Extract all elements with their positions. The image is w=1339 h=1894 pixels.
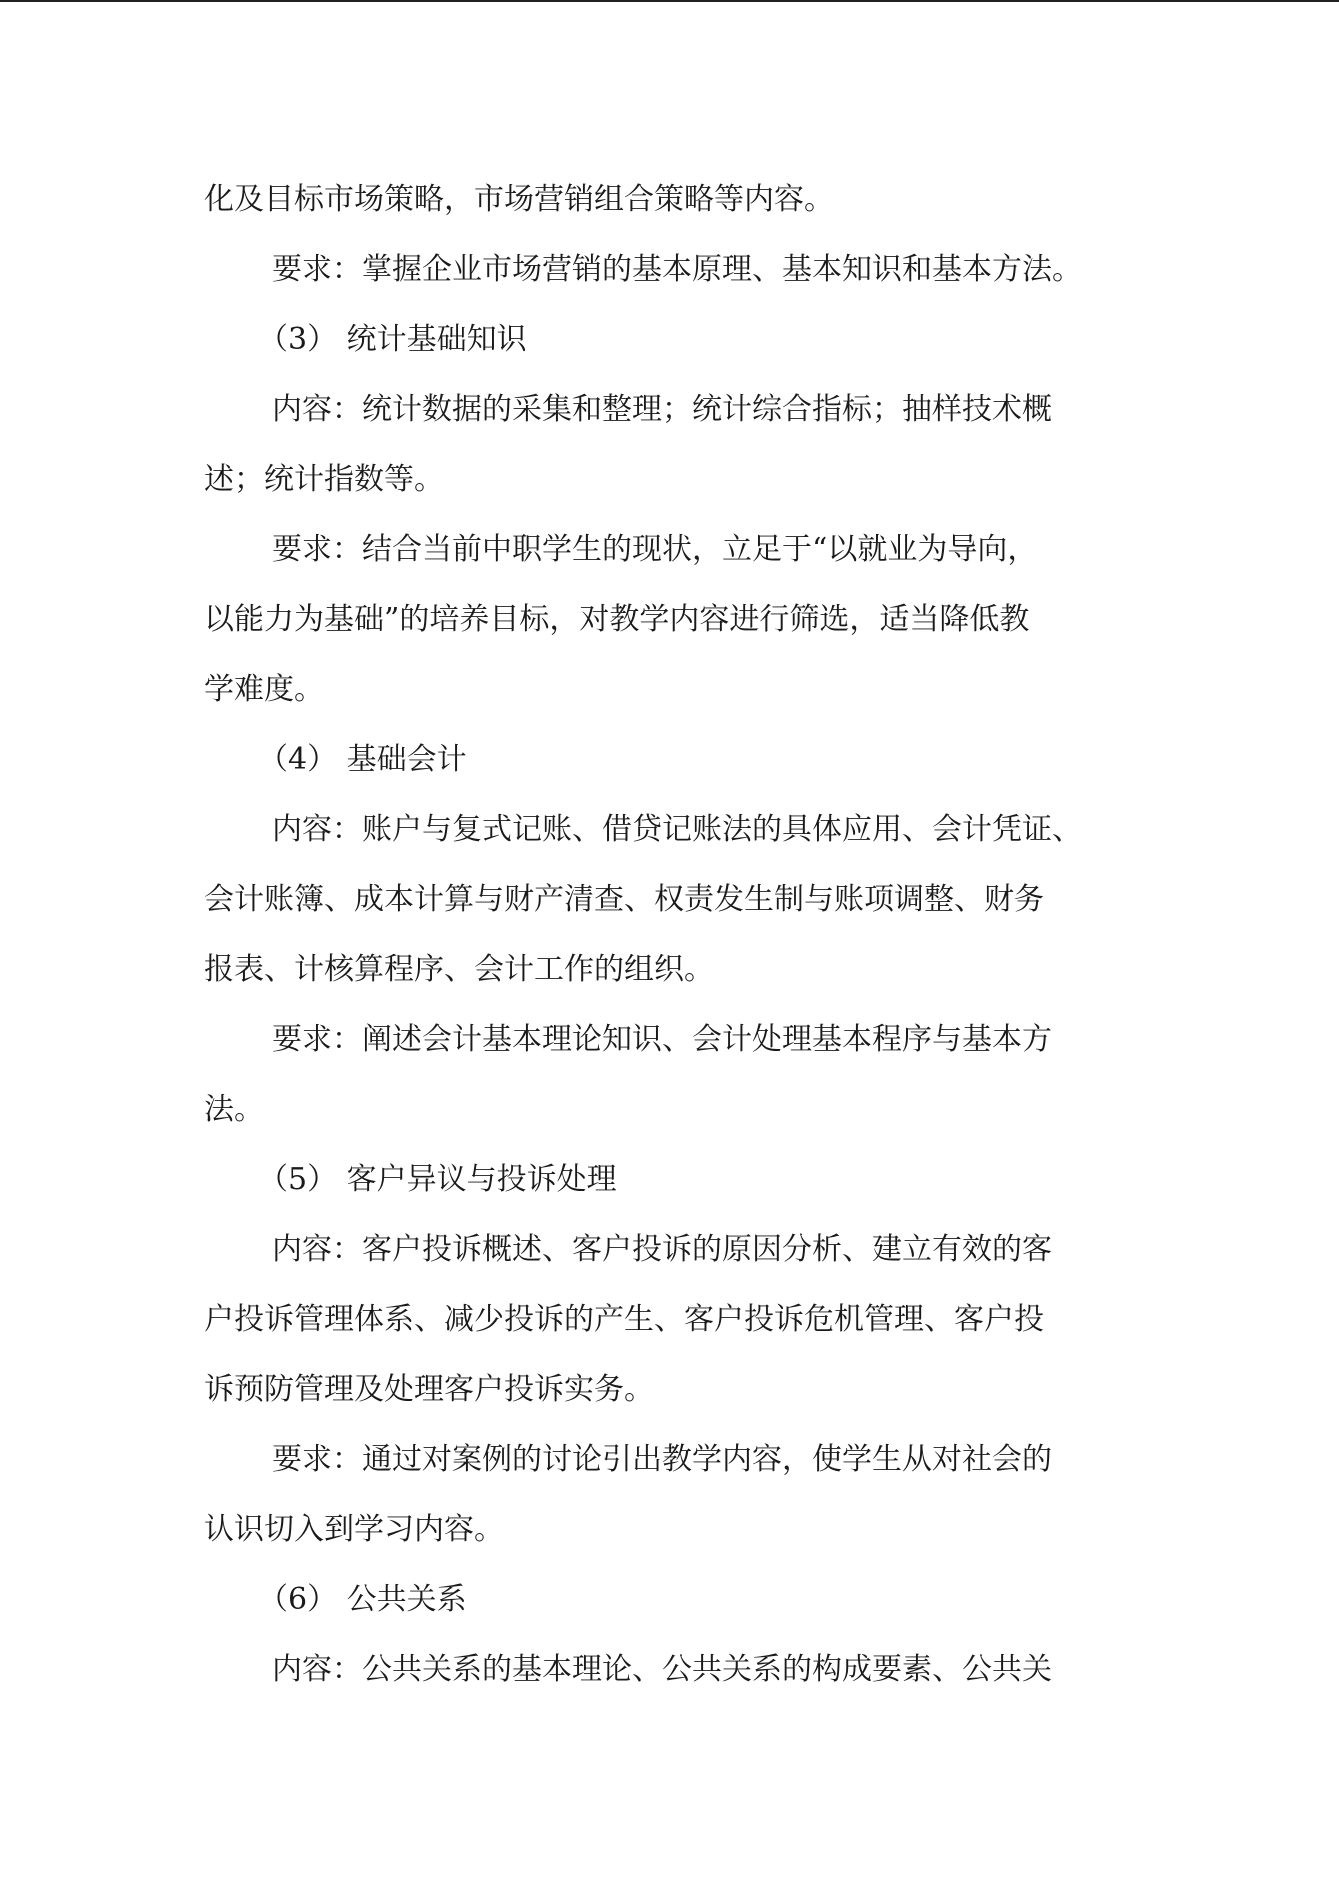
text-line: 户投诉管理体系、减少投诉的产生、客户投诉危机管理、客户投 xyxy=(204,1302,1044,1337)
text-line: 要求：阐述会计基本理论知识、会计处理基本程序与基本方 xyxy=(272,1022,1052,1057)
section-heading: （3） 统计基础知识 xyxy=(258,322,527,357)
text-line: 内容：客户投诉概述、客户投诉的原因分析、建立有效的客 xyxy=(272,1232,1052,1267)
text-line: 化及目标市场策略，市场营销组合策略等内容。 xyxy=(204,182,834,217)
text-line: 认识切入到学习内容。 xyxy=(204,1512,504,1547)
text-line: 法。 xyxy=(204,1092,264,1127)
section-heading: （4） 基础会计 xyxy=(258,742,467,777)
text-line: 学难度。 xyxy=(204,672,324,707)
text-line: 诉预防管理及处理客户投诉实务。 xyxy=(204,1372,654,1407)
text-line: 内容：账户与复式记账、借贷记账法的具体应用、会计凭证、 xyxy=(272,812,1082,847)
section-heading: （6） 公共关系 xyxy=(258,1582,467,1617)
text-line: 要求：掌握企业市场营销的基本原理、基本知识和基本方法。 xyxy=(272,252,1082,287)
section-heading: （5） 客户异议与投诉处理 xyxy=(258,1162,617,1197)
text-line: 报表、计核算程序、会计工作的组织。 xyxy=(204,952,714,987)
text-line: 要求：通过对案例的讨论引出教学内容，使学生从对社会的 xyxy=(272,1442,1052,1477)
text-line: 要求：结合当前中职学生的现状，立足于“以就业为导向， xyxy=(272,532,1038,567)
text-line: 述；统计指数等。 xyxy=(204,462,444,497)
text-line: 以能力为基础”的培养目标，对教学内容进行筛选，适当降低教 xyxy=(204,602,1030,637)
text-line: 内容：公共关系的基本理论、公共关系的构成要素、公共关 xyxy=(272,1652,1052,1687)
text-line: 内容：统计数据的采集和整理；统计综合指标；抽样技术概 xyxy=(272,392,1052,427)
text-line: 会计账簿、成本计算与财产清查、权责发生制与账项调整、财务 xyxy=(204,882,1044,917)
